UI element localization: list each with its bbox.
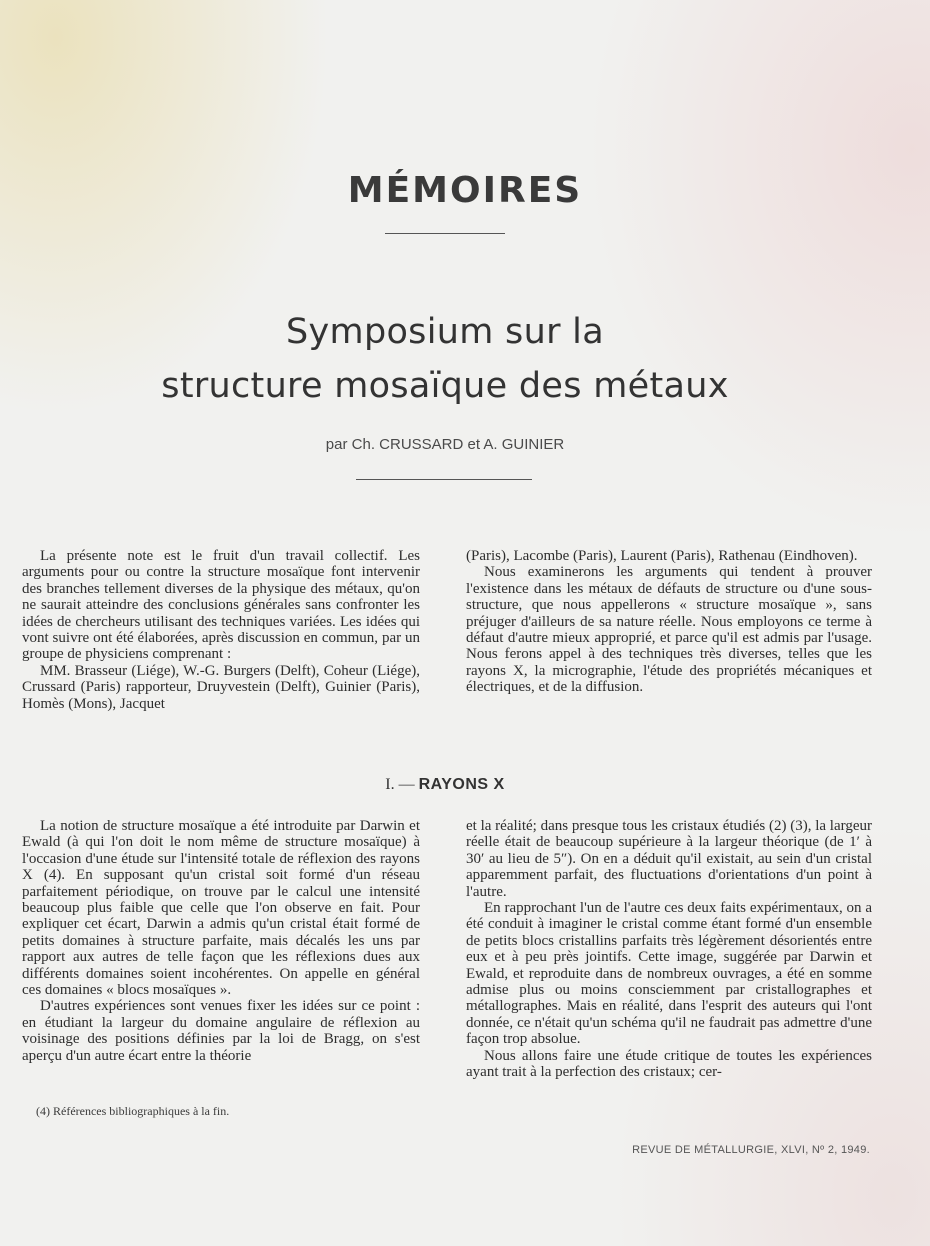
article-title-line-2: structure mosaïque des métaux xyxy=(161,366,729,406)
paragraph: La notion de structure mosaïque a été introduite par Darwin et Ewald (à qui l'on doit le nom même de structure mosaïque) à l'occasion d'une étude sur l'intensité totale de réflexion des rayons X (4). En supposant qu'un cristal soit formé d'un réseau parfaitement périodique, on trouve par le calcul une intensité beaucoup plus faible que celle que l'on observe en fait. Pour expliquer cet écart, Darwin a admis qu'un cristal était formé de petits domaines à structure parfaite, mais décalés les uns par rapport aux autres de telle façon que les réflexions dues aux différents domaines soient incohérentes. On appelle en général ces domaines « blocs mosaïques ». xyxy=(22,818,420,999)
section-heading: MÉMOIRES xyxy=(347,170,583,211)
paragraph: et la réalité; dans presque tous les cristaux étudiés (2) (3), la largeur réelle était de beaucoup supérieure à la largeur théorique (de 1′ à 30′ au lieu de 5″). On en a déduit qu'il existait, au sein d'un cristal apparemment parfait, des fluctuations d'orientations d'un point à l'autre. xyxy=(466,818,872,900)
paragraph: En rapprochant l'un de l'autre ces deux faits expérimentaux, on a été conduit à imaginer le cristal comme étant formé d'un ensemble de petits blocs cristallins parfaits très légèrement désorientés entre eux et à peu près jointifs. Cette image, suggérée par Darwin et Ewald, et reproduite dans de nombreux ouvrages, a été en somme admise plus ou moins consciemment par cristallographes et métallographes. Mais en réalité, dans l'esprit des auteurs qui l'ont donnée, ce n'était qu'un schéma qu'il ne faudrait pas admettre d'une façon trop absolue. xyxy=(466,900,872,1048)
section-name: RAYONS X xyxy=(418,776,505,793)
heading-rule xyxy=(385,233,505,234)
article-title-line-1: Symposium sur la xyxy=(286,312,604,352)
paragraph: Nous allons faire une étude critique de toutes les expériences ayant trait à la perfection des cristaux; cer- xyxy=(466,1047,872,1081)
footnote: (4) Références bibliographiques à la fin. xyxy=(36,1104,230,1118)
paragraph: D'autres expériences sont venues fixer les idées sur ce point : en étudiant la largeur du domaine angulaire de réflexion au voisinage des positions définies par la loi de Bragg, on s'est aperçu d'un autre écart entre la théorie xyxy=(22,998,420,1064)
paragraph: (Paris), Lacombe (Paris), Laurent (Paris), Rathenau (Eindhoven). xyxy=(466,548,858,564)
intro-column-left xyxy=(22,548,420,712)
body-column-right xyxy=(466,818,872,1081)
byline-rule xyxy=(356,479,532,480)
section-title xyxy=(0,776,890,794)
section-number: I. — xyxy=(385,776,415,793)
journal-reference: REVUE DE MÉTALLURGIE, XLVI, Nº 2, 1949. xyxy=(632,1144,870,1156)
paragraph: MM. Brasseur (Liége), W.-G. Burgers (Delft), Coheur (Liége), Crussard (Paris) rapporteur, Druyvestein (Delft), Guinier (Paris), Homès (Mons), Jacquet xyxy=(22,662,420,712)
byline: par Ch. CRUSSARD et A. GUINIER xyxy=(325,436,565,453)
body-column-left xyxy=(22,818,420,1064)
paragraph: Nous examinerons les arguments qui tendent à prouver l'existence dans les métaux de défauts de structure ou d'une sous-structure, que nous appellerons « structure mosaïque », sans préjuger d'ailleurs de sa nature réelle. Nous employons ce terme à défaut d'autre mieux approprié, et parce qu'il est admis par l'usage. Nous ferons appel à des techniques très diverses, telles que les rayons X, la micrographie, l'étude des propriétés mécaniques et électriques, et de la diffusion. xyxy=(466,564,872,696)
paragraph: La présente note est le fruit d'un travail collectif. Les arguments pour ou contre la structure mosaïque font intervenir des branches tellement diverses de la physique des métaux, qu'on ne saurait atteindre des conclusions générales sans confronter les idées de chercheurs utilisant des techniques variées. Les idées qui vont suivre ont été élaborées, après discussion en commun, par un groupe de physiciens comprenant : xyxy=(22,548,420,663)
intro-column-right xyxy=(466,548,872,696)
